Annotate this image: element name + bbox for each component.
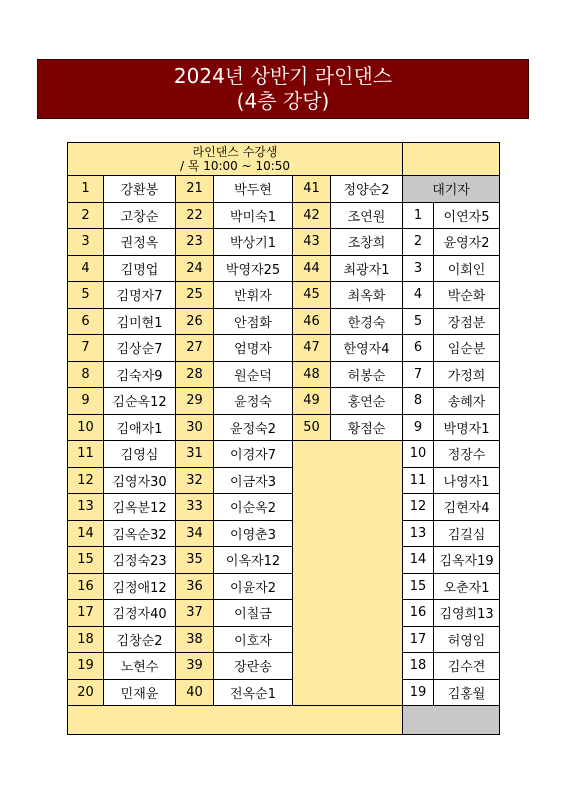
waiting-name: 이연자5 (434, 202, 500, 229)
waiting-header-blank (403, 143, 500, 176)
table-row (68, 626, 500, 653)
student-name: 김명업 (104, 255, 176, 282)
student-number: 23 (176, 229, 214, 256)
waiting-name: 허영임 (434, 626, 500, 653)
student-number: 17 (68, 600, 104, 627)
student-number: 36 (176, 573, 214, 600)
student-name: 김순옥12 (104, 388, 176, 415)
student-name: 이영춘3 (214, 520, 293, 547)
student-number: 39 (176, 653, 214, 680)
student-name: 이순옥2 (214, 494, 293, 521)
student-name: 김정자40 (104, 600, 176, 627)
student-name: 이호자 (214, 626, 293, 653)
student-number: 24 (176, 255, 214, 282)
student-number: 35 (176, 547, 214, 574)
student-number: 9 (68, 388, 104, 415)
student-name: 강환봉 (104, 176, 176, 203)
student-name: 조창희 (331, 229, 403, 256)
student-name: 민재윤 (104, 679, 176, 706)
student-name: 김숙자9 (104, 361, 176, 388)
student-number: 27 (176, 335, 214, 362)
student-name: 한경숙 (331, 308, 403, 335)
student-name: 이칠금 (214, 600, 293, 627)
student-number: 20 (68, 679, 104, 706)
student-number: 37 (176, 600, 214, 627)
table-row (68, 255, 500, 282)
student-name: 김명자7 (104, 282, 176, 309)
student-number: 31 (176, 441, 214, 468)
table-row (68, 573, 500, 600)
student-number: 13 (68, 494, 104, 521)
waiting-name: 박명자1 (434, 414, 500, 441)
student-number: 5 (68, 282, 104, 309)
student-number: 3 (68, 229, 104, 256)
table-row (68, 282, 500, 309)
student-name: 엄명자 (214, 335, 293, 362)
student-name: 박상기1 (214, 229, 293, 256)
empty-cell (293, 679, 403, 706)
student-name: 김옥분12 (104, 494, 176, 521)
student-number: 40 (176, 679, 214, 706)
waiting-number: 12 (403, 494, 434, 521)
empty-cell (293, 441, 403, 468)
student-number: 8 (68, 361, 104, 388)
table-row (68, 176, 500, 203)
student-number: 12 (68, 467, 104, 494)
waiting-list-label: 대기자 (403, 176, 500, 203)
student-name: 이경자7 (214, 441, 293, 468)
table-row (68, 361, 500, 388)
waiting-number: 14 (403, 547, 434, 574)
student-number: 22 (176, 202, 214, 229)
student-number: 6 (68, 308, 104, 335)
waiting-number: 9 (403, 414, 434, 441)
waiting-name: 장점분 (434, 308, 500, 335)
waiting-number: 1 (403, 202, 434, 229)
waiting-name: 김홍월 (434, 679, 500, 706)
student-name: 김영자30 (104, 467, 176, 494)
table-row (68, 388, 500, 415)
student-number: 38 (176, 626, 214, 653)
header-title: 라인댄스 수강생 (192, 145, 278, 159)
empty-cell (293, 600, 403, 627)
student-number: 11 (68, 441, 104, 468)
waiting-name: 오춘자1 (434, 573, 500, 600)
table-row (68, 467, 500, 494)
empty-cell (293, 653, 403, 680)
student-number: 45 (293, 282, 331, 309)
student-name: 한영자4 (331, 335, 403, 362)
waiting-name: 정장수 (434, 441, 500, 468)
student-number: 47 (293, 335, 331, 362)
student-number: 32 (176, 467, 214, 494)
student-name: 윤정숙 (214, 388, 293, 415)
waiting-name: 임순분 (434, 335, 500, 362)
table-row (68, 600, 500, 627)
waiting-number: 11 (403, 467, 434, 494)
student-number: 34 (176, 520, 214, 547)
student-name: 이금자3 (214, 467, 293, 494)
student-name: 조연원 (331, 202, 403, 229)
empty-cell (293, 494, 403, 521)
waiting-number: 10 (403, 441, 434, 468)
student-number: 28 (176, 361, 214, 388)
title-banner (37, 59, 529, 119)
student-number: 30 (176, 414, 214, 441)
student-name: 김미현1 (104, 308, 176, 335)
student-number: 46 (293, 308, 331, 335)
table-footer-row (68, 706, 500, 735)
table-row (68, 494, 500, 521)
student-name: 김애자1 (104, 414, 176, 441)
table-row (68, 414, 500, 441)
table-row (68, 202, 500, 229)
student-name: 김상순7 (104, 335, 176, 362)
student-name: 김창순2 (104, 626, 176, 653)
student-number: 33 (176, 494, 214, 521)
student-name: 윤정숙2 (214, 414, 293, 441)
student-number: 43 (293, 229, 331, 256)
waiting-number: 16 (403, 600, 434, 627)
table-row (68, 653, 500, 680)
student-number: 48 (293, 361, 331, 388)
student-number: 19 (68, 653, 104, 680)
student-number: 44 (293, 255, 331, 282)
waiting-name: 송혜자 (434, 388, 500, 415)
empty-cell (293, 520, 403, 547)
student-name: 이옥자12 (214, 547, 293, 574)
waiting-name: 박순화 (434, 282, 500, 309)
waiting-name: 김수견 (434, 653, 500, 680)
title-line-2: (4층 강당) (236, 89, 330, 113)
student-name: 김옥순32 (104, 520, 176, 547)
student-number: 41 (293, 176, 331, 203)
student-number: 10 (68, 414, 104, 441)
student-name: 최옥화 (331, 282, 403, 309)
waiting-number: 3 (403, 255, 434, 282)
student-name: 김정애12 (104, 573, 176, 600)
student-name: 황점순 (331, 414, 403, 441)
waiting-number: 6 (403, 335, 434, 362)
waiting-number: 8 (403, 388, 434, 415)
waiting-number: 15 (403, 573, 434, 600)
header-schedule: / 목 10:00 ~ 10:50 (179, 159, 291, 173)
table-row (68, 441, 500, 468)
student-number: 15 (68, 547, 104, 574)
table-row (68, 308, 500, 335)
waiting-name: 윤영자2 (434, 229, 500, 256)
waiting-name: 이회인 (434, 255, 500, 282)
student-number: 2 (68, 202, 104, 229)
student-name: 권정옥 (104, 229, 176, 256)
waiting-number: 7 (403, 361, 434, 388)
student-name: 박영자25 (214, 255, 293, 282)
table-header (68, 143, 403, 176)
student-name: 정양순2 (331, 176, 403, 203)
waiting-number: 5 (403, 308, 434, 335)
student-name: 원순덕 (214, 361, 293, 388)
waiting-name: 김옥자19 (434, 547, 500, 574)
waiting-number: 13 (403, 520, 434, 547)
waiting-name: 가정희 (434, 361, 500, 388)
student-number: 42 (293, 202, 331, 229)
waiting-number: 4 (403, 282, 434, 309)
student-name: 박두현 (214, 176, 293, 203)
student-name: 김정숙23 (104, 547, 176, 574)
student-number: 25 (176, 282, 214, 309)
empty-cell (293, 573, 403, 600)
student-name: 허봉순 (331, 361, 403, 388)
empty-cell (68, 706, 403, 735)
roster-table (67, 142, 500, 735)
student-number: 50 (293, 414, 331, 441)
student-number: 21 (176, 176, 214, 203)
waiting-number: 2 (403, 229, 434, 256)
student-name: 홍연순 (331, 388, 403, 415)
empty-cell (293, 547, 403, 574)
empty-cell (293, 626, 403, 653)
student-name: 이윤자2 (214, 573, 293, 600)
student-number: 26 (176, 308, 214, 335)
title-line-1: 2024년 상반기 라인댄스 (173, 64, 393, 88)
table-row (68, 335, 500, 362)
waiting-name: 김현자4 (434, 494, 500, 521)
waiting-name: 김영희13 (434, 600, 500, 627)
student-name: 김영심 (104, 441, 176, 468)
empty-cell (403, 706, 500, 735)
table-row (68, 229, 500, 256)
student-name: 안점화 (214, 308, 293, 335)
table-row (68, 520, 500, 547)
waiting-number: 18 (403, 653, 434, 680)
empty-cell (293, 467, 403, 494)
student-name: 고창순 (104, 202, 176, 229)
student-number: 29 (176, 388, 214, 415)
waiting-name: 나영자1 (434, 467, 500, 494)
waiting-name: 김길심 (434, 520, 500, 547)
student-number: 14 (68, 520, 104, 547)
student-name: 최광자1 (331, 255, 403, 282)
table-row (68, 679, 500, 706)
student-number: 1 (68, 176, 104, 203)
student-number: 7 (68, 335, 104, 362)
student-number: 49 (293, 388, 331, 415)
student-number: 16 (68, 573, 104, 600)
student-name: 반휘자 (214, 282, 293, 309)
student-number: 18 (68, 626, 104, 653)
student-name: 노현수 (104, 653, 176, 680)
waiting-number: 17 (403, 626, 434, 653)
student-name: 장란송 (214, 653, 293, 680)
table-row (68, 547, 500, 574)
waiting-number: 19 (403, 679, 434, 706)
student-name: 전옥순1 (214, 679, 293, 706)
student-number: 4 (68, 255, 104, 282)
student-name: 박미숙1 (214, 202, 293, 229)
